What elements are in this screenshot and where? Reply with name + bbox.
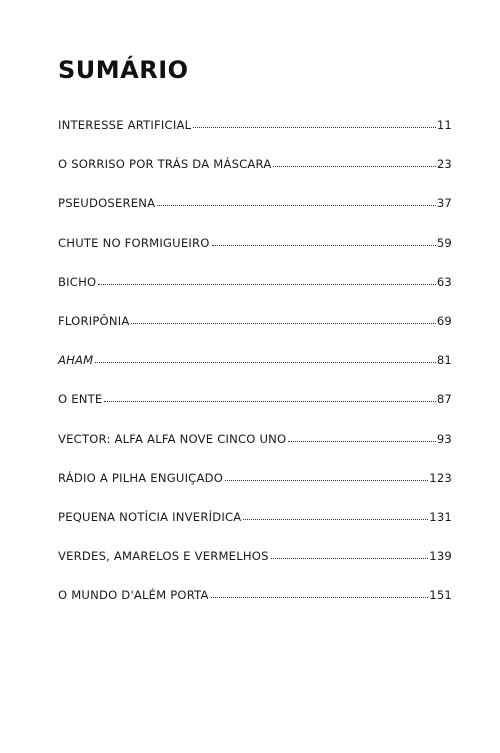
- dot-leader: [193, 127, 436, 128]
- toc-entry: [58, 236, 452, 275]
- toc-entry: [58, 510, 452, 549]
- toc-entry-title: FLORIPÔNIA: [58, 313, 130, 328]
- toc-entry-title: O MUNDO D'ALÉM PORTA: [58, 588, 209, 603]
- toc-entry: [58, 314, 452, 353]
- toc-page-number: 69: [436, 313, 452, 328]
- toc-entry-title: VECTOR: ALFA ALFA NOVE CINCO UNO: [58, 431, 287, 446]
- toc-page-number: 87: [436, 392, 452, 407]
- toc-page-number: 59: [436, 235, 452, 250]
- toc-entry-title: BICHO: [58, 274, 97, 289]
- toc-page-number: 63: [436, 274, 452, 289]
- dot-leader: [288, 441, 435, 442]
- dot-leader: [157, 205, 436, 206]
- dot-leader: [271, 558, 429, 559]
- toc-entry-title: AHAM: [58, 353, 94, 368]
- toc-entry: [58, 275, 452, 314]
- toc-entry-title: CHUTE NO FORMIGUEIRO: [58, 235, 210, 250]
- dot-leader: [131, 323, 435, 324]
- toc-page-number: 139: [429, 549, 452, 564]
- toc-entry-title: O SORRISO POR TRÁS DA MÁSCARA: [58, 157, 272, 172]
- toc-entry: [58, 588, 452, 627]
- toc-page-number: 11: [436, 118, 452, 132]
- dot-leader: [225, 480, 428, 481]
- toc-page-number: 23: [436, 157, 452, 172]
- toc-page-number: 93: [436, 431, 452, 446]
- dot-leader: [273, 166, 435, 167]
- toc-entry: [58, 471, 452, 510]
- toc-page-number: 151: [429, 588, 452, 603]
- toc-entry: [58, 432, 452, 471]
- toc-page-number: 37: [436, 196, 452, 211]
- dot-leader: [243, 519, 428, 520]
- toc-entry: [58, 118, 452, 157]
- toc-page-number: 81: [436, 353, 452, 368]
- toc-entry: [58, 392, 452, 431]
- toc-entry-title: INTERESSE ARTIFICIAL: [58, 118, 192, 132]
- dot-leader: [212, 245, 436, 246]
- toc-entry: [58, 353, 452, 392]
- toc-entry-title: RÁDIO A PILHA ENGUIÇADO: [58, 470, 224, 485]
- toc-entry-title: O ENTE: [58, 392, 103, 407]
- dot-leader: [104, 401, 435, 402]
- toc-page-number: 123: [429, 470, 452, 485]
- toc-entry-title: VERDES, AMARELOS E VERMELHOS: [58, 549, 269, 564]
- toc-entry-title: PSEUDOSERENA: [58, 196, 156, 211]
- dot-leader: [98, 284, 436, 285]
- toc-page-number: 131: [429, 509, 452, 524]
- toc-entry: [58, 157, 452, 196]
- toc-entry: [58, 549, 452, 588]
- toc-entry: [58, 196, 452, 235]
- page-title: SUMÁRIO: [58, 56, 189, 84]
- toc-entry-title: PEQUENA NOTÍCIA INVERÍDICA: [58, 509, 242, 524]
- dot-leader: [95, 362, 435, 363]
- table-of-contents: [58, 118, 452, 627]
- dot-leader: [211, 597, 429, 598]
